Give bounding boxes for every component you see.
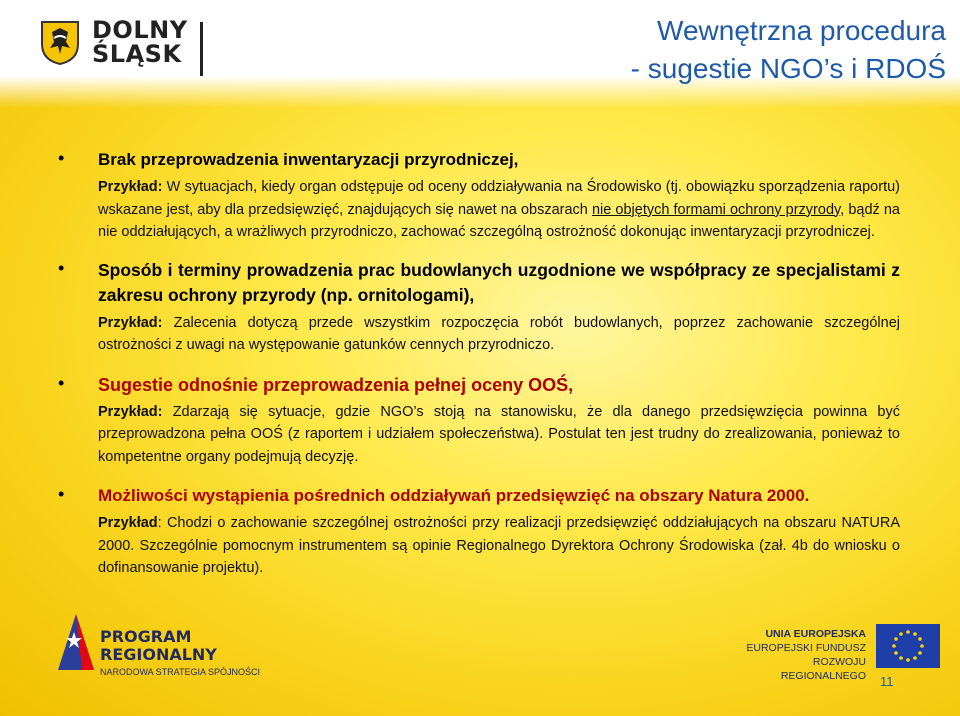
eu-text: UNIA EUROPEJSKA EUROPEJSKI FUNDUSZ ROZWOJU REGIONALNEGO [746, 628, 866, 682]
item-heading: • Sposób i terminy prowadzenia prac budowlanych uzgodnione we współpracy ze specjalistami z zakresu ochrony przyrody (np. ornitologami), [98, 259, 900, 305]
coat-of-arms-icon [40, 20, 80, 66]
program-title: PROGRAM REGIONALNY [100, 627, 217, 664]
program-subtitle: NARODOWA STRATEGIA SPÓJNOŚCI [100, 667, 261, 677]
item-example: Przykład: Chodzi o zachowanie szczególnej ostrożności przy realizacji przedsięwzięć oddziałujących na obszaru NATURA 2000. Szczególnie pomocnym instrumentem są opinie Regionalnego Dyrektora Ochrony Środowiska (zał. 4b do wniosku o dofinansowanie projektu). [98, 515, 900, 576]
page-title: Wewnętrzna procedura - sugestie NGO’s i RDOŚ [630, 15, 946, 84]
content-list [58, 148, 900, 580]
list-item [58, 484, 900, 508]
eu-flag-icon [876, 624, 940, 668]
brand-divider [200, 22, 203, 76]
program-regionalny-logo-icon [54, 612, 98, 674]
item-heading: • Możliwości wystąpienia pośrednich oddziaływań przedsięwzięć na obszary Natura 2000. [98, 486, 810, 505]
item-example: Przykład: Zdarzają się sytuacje, gdzie NGO’s stoją na stanowisku, że dla danego przedsięwzięcia powinna być przeprowadzona pełna OOŚ (z raportem i udziałem społeczeństwa). Postulat ten jest trudny do zrealizowania, ponieważ to kompetentne organy podejmują decyzję. [98, 403, 900, 465]
list-item [58, 148, 900, 172]
brand-logo-text: DOLNY ŚLĄSK [92, 16, 188, 68]
list-item [58, 258, 900, 308]
item-example: Przykład: Zalecenia dotyczą przede wszystkim rozpoczęcia robót budowlanych, poprzez zachowanie szczególnej ostrożności z uwagi na występowanie gatunków cennych przyrodniczo. [98, 314, 900, 353]
list-item [58, 373, 900, 397]
item-heading: • Brak przeprowadzenia inwentaryzacji przyrodniczej, [98, 150, 519, 169]
header [0, 0, 960, 108]
underlined-text: nie objętych formami ochrony przyrody [591, 201, 841, 218]
page-number: 11 [880, 674, 894, 689]
item-example: Przykład: W sytuacjach, kiedy organ odstępuje od oceny oddziaływania na Środowisko (tj. obowiązku sporządzenia raportu) wskazane jest, aby dla przedsięwzięć, znajdujących się nawet na obszarach nie objętych formami ochrony przyrody, bądź na nie oddziałujących, a wrażliwych przyrodniczo, zachować szczególną ostrożność dokonując inwentaryzacji przyrodniczej. [98, 179, 900, 240]
item-heading: • Sugestie odnośnie przeprowadzenia pełnej oceny OOŚ, [98, 374, 574, 395]
